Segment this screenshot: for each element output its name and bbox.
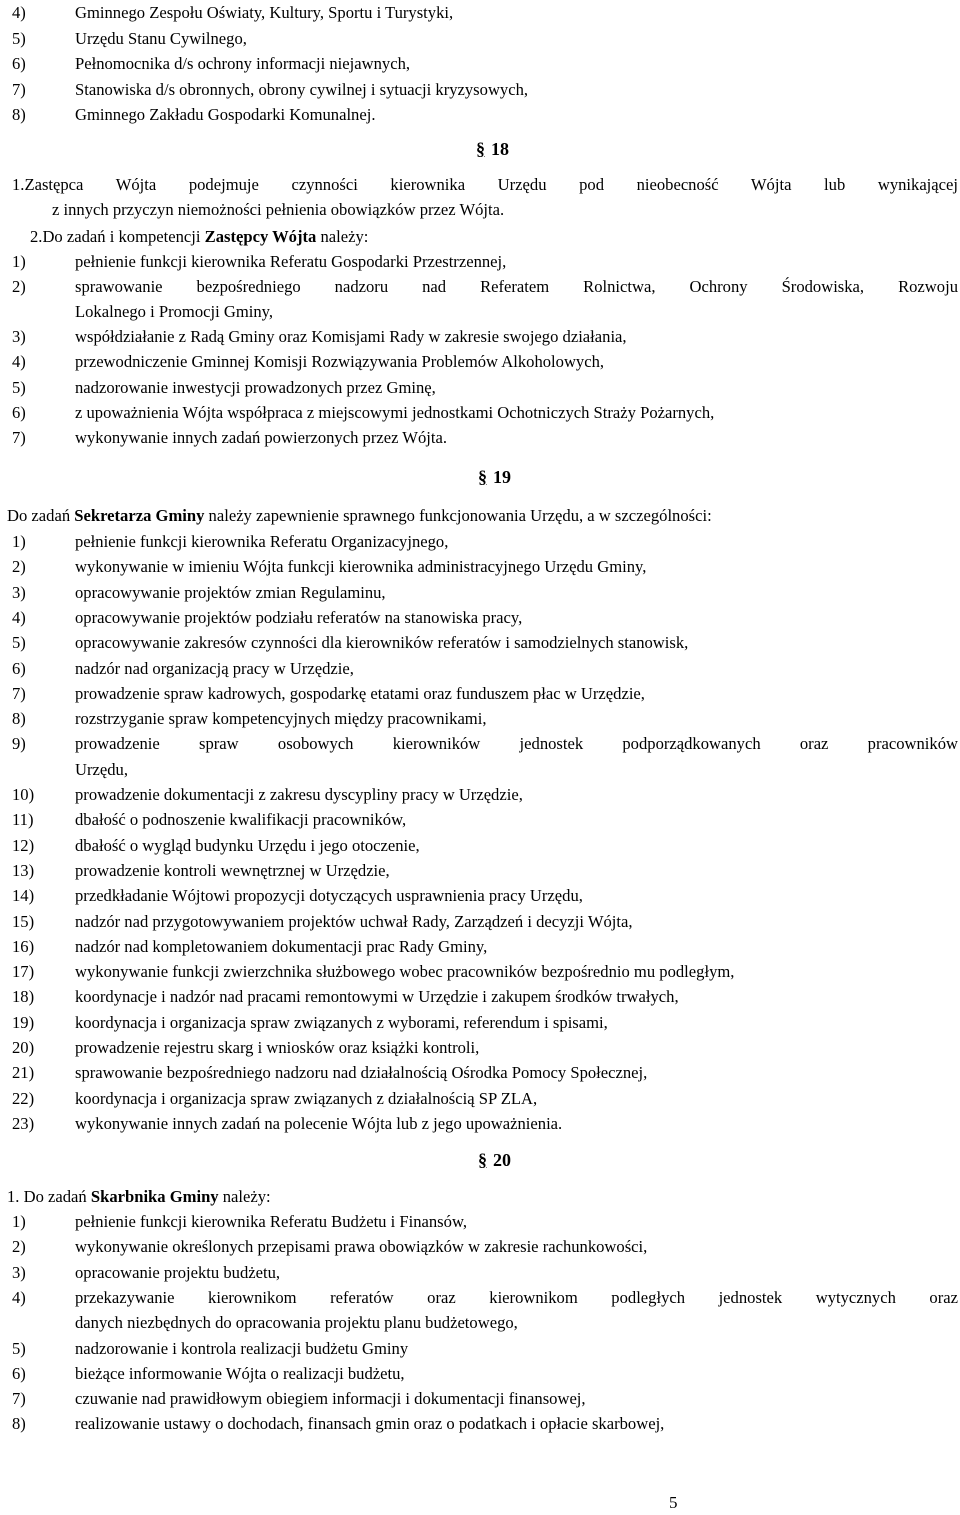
list-item-text: Gminnego Zakładu Gospodarki Komunalnej.	[75, 105, 376, 125]
intro-bold: Skarbnika Gminy	[90, 1187, 219, 1206]
section-number: 19	[493, 467, 511, 487]
list-item-text: z upoważnienia Wójta współpraca z miejscowymi jednostkami Ochotniczych Straży Pożarnych,	[75, 402, 715, 422]
list-item-text: rozstrzyganie spraw kompetencyjnych między pracownikami,	[75, 709, 487, 729]
list-item-number: 15)	[12, 911, 35, 931]
section-mark: §	[478, 1150, 487, 1170]
list-item-number: 14)	[12, 886, 35, 906]
list-item-number: 4)	[12, 3, 26, 22]
list-item-number: 7)	[12, 683, 26, 703]
list-item-text: wykonywanie innych zadań na polecenie Wójta lub z jego upoważnienia.	[75, 1113, 563, 1133]
list-item-text: opracowywanie projektów podziału referatów na stanowiska pracy,	[75, 607, 523, 627]
intro-text: 2.Do zadań i kompetencji	[30, 227, 205, 246]
list-item-number: 6)	[12, 402, 26, 422]
intro-bold: Zastępcy Wójta	[204, 227, 317, 246]
list-item-number: 5)	[12, 28, 26, 48]
list-item-text: nadzorowanie inwestycji prowadzonych przez Gminę,	[75, 377, 436, 397]
list-item-text-continued: danych niezbędnych do opracowania projektu planu budżetowego,	[75, 1313, 518, 1333]
list-item-number: 18)	[12, 987, 35, 1007]
list-item-number: 10)	[12, 785, 35, 804]
list-item-number: 2)	[12, 1237, 26, 1257]
list-item-number: 2)	[12, 277, 26, 297]
page-number: 5	[669, 1493, 678, 1512]
list-item-number: 4)	[12, 1287, 26, 1307]
intro-text: 1. Do zadań	[7, 1187, 91, 1206]
list-item-number: 3)	[12, 582, 26, 602]
list-item-number: 6)	[12, 54, 26, 74]
list-item-text: koordynacja i organizacja spraw związanych z wyborami, referendum i spisami,	[75, 1012, 608, 1032]
list-item-number: 9)	[12, 734, 26, 754]
section-number: 18	[491, 139, 509, 159]
list-item-text-continued: Urzędu,	[75, 759, 128, 779]
intro-bold: Sekretarza Gminy	[74, 506, 205, 525]
list-item-number: 4)	[12, 352, 26, 372]
list-item-number: 1)	[12, 1212, 26, 1231]
list-item-text: prowadzenie dokumentacji z zakresu dyscypliny pracy w Urzędzie,	[75, 785, 523, 804]
list-item-number: 20)	[12, 1038, 35, 1057]
list-item-number: 13)	[12, 860, 35, 880]
list-item-text: pełnienie funkcji kierownika Referatu Budżetu i Finansów,	[75, 1212, 467, 1231]
list-item-text: dbałość o wygląd budynku Urzędu i jego otoczenie,	[75, 835, 420, 855]
list-item-text: opracowywanie zakresów czynności dla kierowników referatów i samodzielnych stanowisk,	[75, 633, 689, 653]
list-item-text: pełnienie funkcji kierownika Referatu Organizacyjnego,	[75, 532, 449, 551]
list-item-text-continued: Lokalnego i Promocji Gminy,	[75, 302, 274, 322]
list-item-number: 3)	[12, 1262, 26, 1282]
list-item-text: przekazywanie kierownikom referatów oraz kierownikom podległych jednostek wytycznych oraz	[75, 1287, 958, 1307]
list-item-text: przewodniczenie Gminnej Komisji Rozwiązywania Problemów Alkoholowych,	[75, 352, 605, 372]
list-item-number: 8)	[12, 105, 26, 125]
list-item-text: współdziałanie z Radą Gminy oraz Komisjami Rady w zakresie swojego działania,	[75, 327, 627, 347]
list-item-number: 3)	[12, 327, 26, 347]
list-item-text: koordynacje i nadzór nad pracami remontowymi w Urzędzie i zakupem środków trwałych,	[75, 987, 679, 1007]
list-item-text: wykonywanie określonych przepisami prawa obowiązków w zakresie rachunkowości,	[75, 1237, 648, 1257]
list-item-text: wykonywanie funkcji zwierzchnika służbowego wobec pracowników bezpośrednio mu podległym,	[75, 962, 735, 982]
list-item-number: 5)	[12, 377, 26, 397]
paragraph-line: 1.Zastępca Wójta podejmuje czynności kierownika Urzędu pod nieobecność Wójta lub wynikającej	[12, 175, 958, 194]
list-item-number: 22)	[12, 1088, 35, 1108]
list-item-text: nadzór nad kompletowaniem dokumentacji prac Rady Gminy,	[75, 936, 488, 956]
list-item-text: nadzór nad przygotowywaniem projektów uchwał Rady, Zarządzeń i decyzji Wójta,	[75, 911, 633, 931]
list-item-number: 5)	[12, 633, 26, 653]
list-item-text: Gminnego Zespołu Oświaty, Kultury, Sportu i Turystyki,	[75, 3, 454, 22]
list-item-number: 7)	[12, 427, 26, 447]
list-item-text: nadzorowanie i kontrola realizacji budżetu Gminy	[75, 1338, 409, 1358]
list-item-text: prowadzenie rejestru skarg i wniosków oraz książki kontroli,	[75, 1038, 480, 1057]
list-item-number: 1)	[12, 252, 26, 271]
list-item-number: 5)	[12, 1338, 26, 1358]
list-item-text: bieżące informowanie Wójta o realizacji budżetu,	[75, 1363, 405, 1383]
list-item-text: prowadzenie spraw osobowych kierowników jednostek podporządkowanych oraz pracowników	[75, 734, 958, 754]
list-item-text: opracowywanie projektów zmian Regulaminu,	[75, 582, 386, 602]
list-item-number: 7)	[12, 79, 26, 99]
list-item-number: 8)	[12, 709, 26, 729]
intro-text: należy zapewnienie sprawnego funkcjonowania Urzędu, a w szczególności:	[204, 506, 712, 525]
paragraph-intro	[7, 503, 712, 528]
list-item-text: Stanowiska d/s obronnych, obrony cywilnej i sytuacji kryzysowych,	[75, 79, 529, 99]
list-item-number: 23)	[12, 1113, 35, 1133]
list-item-text: nadzór nad organizacją pracy w Urzędzie,	[75, 658, 354, 678]
list-item-number: 4)	[12, 607, 26, 627]
section-number: 20	[493, 1150, 511, 1170]
paragraph-intro	[30, 224, 368, 249]
list-item-text: opracowanie projektu budżetu,	[75, 1262, 281, 1282]
list-item-text: dbałość o podnoszenie kwalifikacji pracowników,	[75, 810, 407, 830]
list-item-text: czuwanie nad prawidłowym obiegiem informacji i dokumentacji finansowej,	[75, 1389, 586, 1409]
list-item-text: sprawowanie bezpośredniego nadzoru nad Referatem Rolnictwa, Ochrony Środowiska, Rozwoju	[75, 277, 958, 297]
section-mark: §	[478, 467, 487, 487]
list-item-text: Pełnomocnika d/s ochrony informacji niejawnych,	[75, 54, 411, 74]
list-item-number: 16)	[12, 936, 35, 956]
section-heading-20	[478, 1148, 511, 1173]
list-item-text: przedkładanie Wójtowi propozycji dotyczących usprawnienia pracy Urzędu,	[75, 886, 583, 906]
list-item-text: prowadzenie spraw kadrowych, gospodarkę etatami oraz funduszem płac w Urzędzie,	[75, 683, 645, 703]
list-item-number: 1)	[12, 532, 26, 551]
list-item-number: 19)	[12, 1012, 35, 1032]
list-item-number: 11)	[12, 810, 34, 830]
list-item-number: 8)	[12, 1414, 26, 1434]
section-heading-18	[476, 137, 509, 162]
intro-text: Do zadań	[7, 506, 75, 525]
list-item-number: 6)	[12, 658, 26, 678]
list-item-number: 17)	[12, 962, 35, 982]
list-item-number: 7)	[12, 1389, 26, 1409]
section-heading-19	[478, 465, 511, 490]
list-item-number: 2)	[12, 557, 26, 577]
list-item-number: 21)	[12, 1063, 35, 1083]
list-item-number: 6)	[12, 1363, 26, 1383]
list-item-text: wykonywanie w imieniu Wójta funkcji kierownika administracyjnego Urzędu Gminy,	[75, 557, 647, 577]
list-item-number: 12)	[12, 835, 35, 855]
list-item-text: wykonywanie innych zadań powierzonych przez Wójta.	[75, 427, 447, 447]
list-item-text: realizowanie ustawy o dochodach, finansach gmin oraz o podatkach i opłacie skarbowej,	[75, 1414, 665, 1434]
list-item-text: pełnienie funkcji kierownika Referatu Gospodarki Przestrzennej,	[75, 252, 507, 271]
list-item-text: Urzędu Stanu Cywilnego,	[75, 28, 247, 48]
paragraph-intro	[7, 1184, 271, 1209]
section-mark: §	[476, 139, 485, 159]
intro-text: należy:	[316, 227, 369, 246]
list-item-text: prowadzenie kontroli wewnętrznej w Urzędzie,	[75, 860, 390, 880]
intro-text: należy:	[218, 1187, 271, 1206]
paragraph-line: z innych przyczyn niemożności pełnienia obowiązków przez Wójta.	[52, 200, 505, 219]
list-item-text: koordynacja i organizacja spraw związanych z działalnością SP ZLA,	[75, 1088, 538, 1108]
list-item-text: sprawowanie bezpośredniego nadzoru nad działalnością Ośrodka Pomocy Społecznej,	[75, 1063, 648, 1083]
